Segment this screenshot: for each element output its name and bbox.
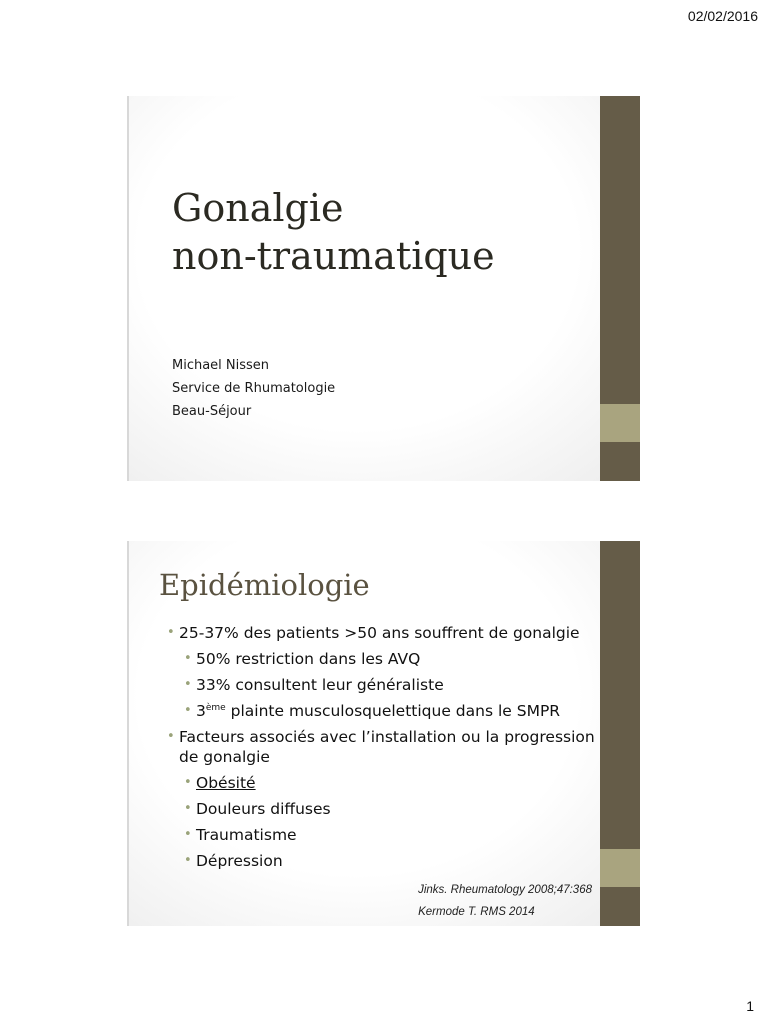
sidebar-accent bbox=[600, 404, 640, 442]
bullet-list bbox=[167, 623, 599, 877]
sub-bullet-item: • Dépression bbox=[184, 851, 599, 871]
reference-item: Jinks. Rheumatology 2008;47:368 bbox=[418, 884, 592, 896]
author-location: Beau-Séjour bbox=[172, 404, 252, 419]
slide-edge bbox=[127, 96, 129, 481]
slide-heading: Epidémiologie bbox=[159, 568, 370, 602]
slide-edge bbox=[127, 541, 129, 926]
underlined-text: Obésité bbox=[196, 774, 256, 792]
author-block bbox=[172, 354, 335, 423]
slide-title bbox=[127, 96, 640, 481]
slide-title-heading bbox=[172, 184, 495, 280]
sub-bullet-item: • Douleurs diffuses bbox=[184, 799, 599, 819]
slide-epidemiology bbox=[127, 541, 640, 926]
ordinal-suffix: ème bbox=[205, 703, 226, 713]
title-line-2: non-traumatique bbox=[172, 234, 495, 278]
references bbox=[418, 879, 592, 923]
bullet-text: plainte musculosquelettique dans le SMPR bbox=[225, 702, 561, 720]
ordinal-number: 3 bbox=[196, 702, 206, 720]
author-department: Service de Rhumatologie bbox=[172, 381, 336, 396]
reference-item: Kermode T. RMS 2014 bbox=[418, 906, 535, 918]
sub-bullet-item: • Traumatisme bbox=[184, 825, 599, 845]
sub-bullet-item: • 33% consultent leur généraliste bbox=[184, 675, 599, 695]
sub-bullet-item: • 50% restriction dans les AVQ bbox=[184, 649, 599, 669]
sidebar-accent bbox=[600, 849, 640, 887]
bullet-item: • 25-37% des patients >50 ans souffrent de gonalgie bbox=[167, 623, 599, 643]
page-number: 1 bbox=[746, 998, 754, 1014]
bullet-item: • Facteurs associés avec l’installation ou la progression de gonalgie bbox=[167, 727, 599, 767]
sub-bullet-item bbox=[184, 701, 599, 721]
page-date: 02/02/2016 bbox=[687, 8, 758, 24]
author-name: Michael Nissen bbox=[172, 358, 270, 373]
sub-bullet-item bbox=[184, 773, 599, 793]
title-line-1: Gonalgie bbox=[172, 186, 344, 230]
